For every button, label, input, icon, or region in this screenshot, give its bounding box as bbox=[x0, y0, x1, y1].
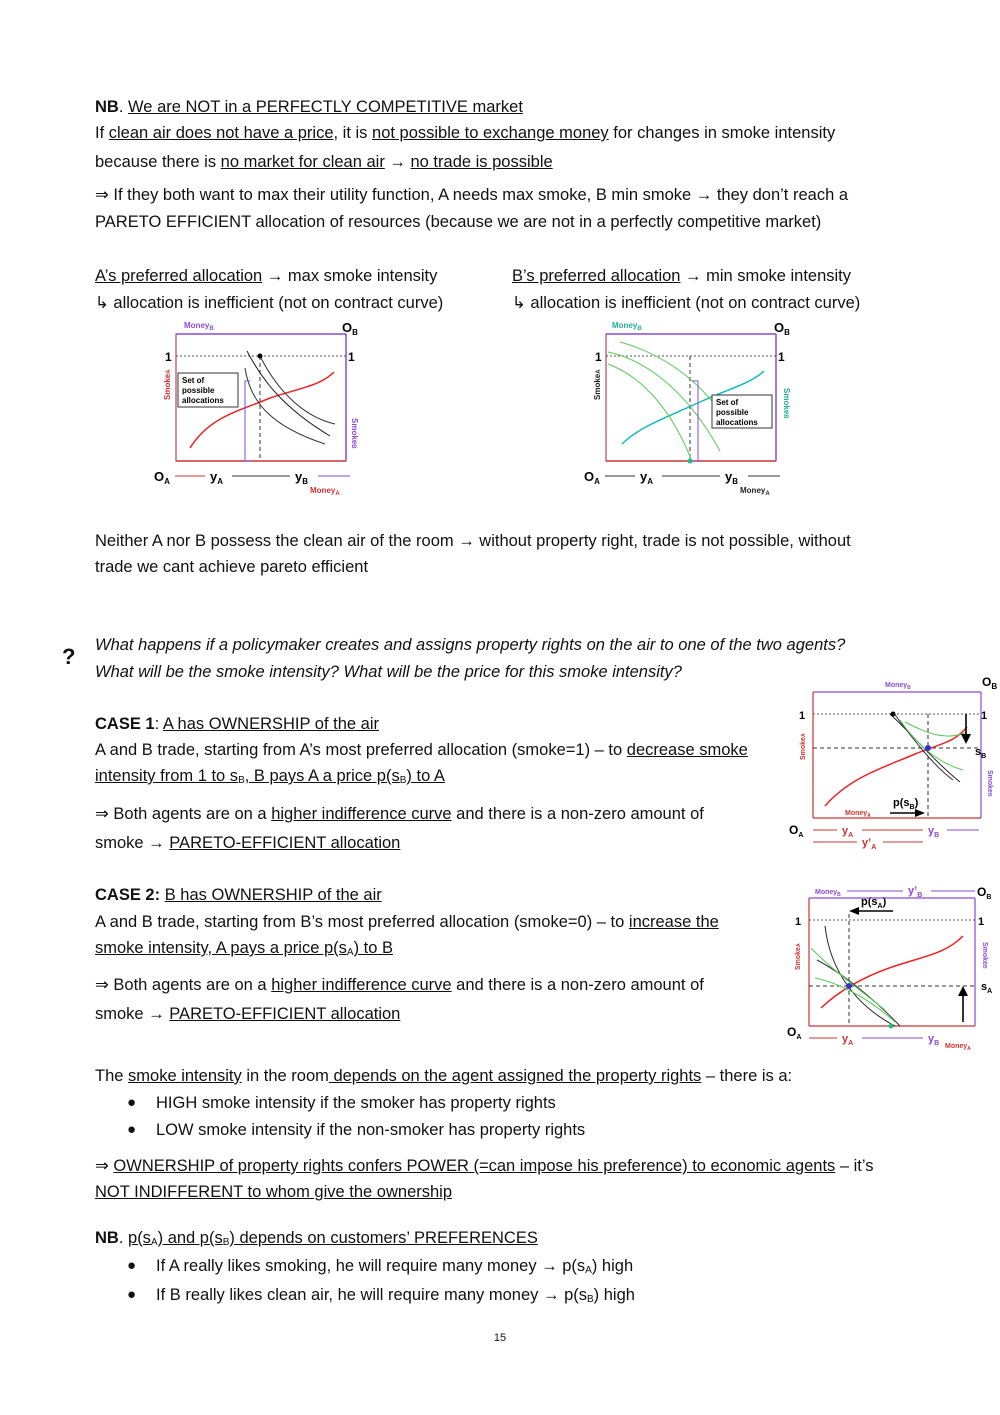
s-b-label: $s_B$ bbox=[975, 746, 987, 760]
money-a-label: Money$_A$ bbox=[310, 486, 340, 497]
a-preferred-point bbox=[258, 354, 263, 359]
origin-b-label: $O_B$ bbox=[977, 885, 992, 901]
y-b-label: $y_B$ bbox=[928, 825, 940, 839]
y-b-label: $y_B$ bbox=[725, 469, 739, 486]
bullet-icon: ● bbox=[127, 1257, 137, 1274]
smoke-b-label: SmokeB bbox=[981, 942, 988, 969]
origin-a-label: $O_A$ bbox=[584, 469, 600, 486]
equilibrium-point bbox=[925, 745, 931, 751]
price-label: $p(s_B)$ bbox=[893, 797, 919, 811]
y-a-label: $y_A$ bbox=[842, 1033, 854, 1047]
list-item: LOW smoke intensity if the non-smoker has property rights bbox=[156, 1121, 586, 1139]
bullet-icon: ● bbox=[127, 1121, 137, 1138]
case1-result: ⇒ Both agents are on a higher indifference curve and there is a non-zero amount of bbox=[95, 805, 704, 823]
origin-a-label: $O_A$ bbox=[787, 1025, 802, 1041]
list-item: If A really likes smoking, he will require many money → $p(s_A)$ high bbox=[156, 1257, 634, 1276]
y-prime-a-label: $y’_A$ bbox=[862, 837, 877, 851]
case2-text: smoke intensity, A pays a price $p(s_A)$ to B bbox=[95, 939, 394, 958]
col-a-note: ↳ allocation is inefficient (not on contract curve) bbox=[95, 294, 444, 312]
one-left: 1 bbox=[795, 916, 802, 928]
y-b-label: $y_B$ bbox=[295, 469, 309, 486]
case1-result: smoke → PARETO-EFFICIENT allocation bbox=[95, 834, 401, 852]
edgeworth-box-case2 bbox=[785, 880, 1000, 1055]
s-a-label: $s_A$ bbox=[981, 981, 993, 995]
y-a-label: $y_A$ bbox=[210, 469, 224, 486]
arrow-left-icon bbox=[849, 907, 859, 915]
paragraph-line: PARETO EFFICIENT allocation of resources (because we are not in a perfectly competitive market) bbox=[95, 213, 822, 231]
nb-heading: NB. We are NOT in a PERFECTLY COMPETITIVE market bbox=[95, 98, 523, 116]
smoke-b-label: SmokeB bbox=[782, 388, 791, 419]
page-number: 15 bbox=[493, 1332, 507, 1344]
case1-text: intensity from 1 to $s_B$, B pays A a price $p(s_B)$ to A bbox=[95, 767, 445, 786]
paragraph-line: ⇒ If they both want to max their utility function, A needs max smoke, B min smoke → they don’t reach a bbox=[95, 186, 849, 204]
smoke-a-label: SmokeA bbox=[795, 943, 802, 970]
box-text: possible bbox=[716, 408, 749, 417]
origin-b-label: $O_B$ bbox=[982, 675, 998, 691]
case2-text: A and B trade, starting from B’s most preferred allocation (smoke=0) – to increase the bbox=[95, 913, 719, 931]
edgeworth-box-case1 bbox=[785, 672, 1000, 852]
question-line: What happens if a policymaker creates and assigns property rights on the air to one of the two agents? bbox=[95, 636, 846, 654]
y-a-label: $y_A$ bbox=[640, 469, 654, 486]
y-a-label: $y_A$ bbox=[842, 825, 854, 839]
origin-b-label: $O_B$ bbox=[342, 320, 358, 337]
smoke-a-label: SmokeA bbox=[800, 733, 807, 760]
smoke-b-label: SmokeB bbox=[350, 418, 359, 449]
box-text: possible bbox=[182, 386, 215, 395]
col-b-note: ↳ allocation is inefficient (not on contract curve) bbox=[512, 294, 861, 312]
case2-result: ⇒ Both agents are on a higher indifference curve and there is a non-zero amount of bbox=[95, 976, 704, 994]
smoke-a-label: SmokeA bbox=[163, 369, 172, 400]
start-point bbox=[889, 1024, 894, 1029]
question-mark: ? bbox=[62, 644, 76, 669]
origin-b-label: $O_B$ bbox=[774, 320, 790, 337]
bullet-icon: ● bbox=[127, 1286, 137, 1303]
one-right: 1 bbox=[978, 916, 985, 928]
origin-a-label: $O_A$ bbox=[789, 823, 804, 839]
one-left: 1 bbox=[165, 350, 172, 364]
start-point bbox=[891, 712, 896, 717]
equilibrium-point bbox=[846, 983, 852, 989]
money-b-label: Money$_B$ bbox=[815, 889, 841, 898]
edgeworth-box-b-preferred bbox=[580, 316, 795, 498]
y-prime-b-label: $y’_B$ bbox=[908, 885, 923, 899]
arrow-up-icon bbox=[958, 986, 968, 996]
paragraph-line: because there is no market for clean air → no trade is possible bbox=[95, 153, 553, 171]
smoke-b-label: SmokeB bbox=[986, 770, 993, 797]
money-b-label: Money$_B$ bbox=[612, 321, 642, 332]
one-left: 1 bbox=[595, 350, 602, 364]
one-right: 1 bbox=[778, 350, 785, 364]
money-a-label: Money$_A$ bbox=[740, 486, 770, 497]
list-item: If B really likes clean air, he will require many money → $p(s_B)$ high bbox=[156, 1286, 635, 1305]
bullet-icon: ● bbox=[127, 1094, 137, 1111]
price-label: $p(s_A)$ bbox=[861, 896, 887, 910]
one-right: 1 bbox=[348, 350, 355, 364]
edgeworth-box-a-preferred bbox=[150, 316, 365, 498]
case2-heading: CASE 2: B has OWNERSHIP of the air bbox=[95, 886, 382, 904]
y-b-label: $y_B$ bbox=[928, 1033, 940, 1047]
money-a-label: Money$_A$ bbox=[945, 1043, 971, 1052]
paragraph-line: The smoke intensity in the room depends on the agent assigned the property rights – there is a: bbox=[95, 1067, 793, 1085]
origin-a-label: $O_A$ bbox=[154, 469, 170, 486]
case2-result: smoke → PARETO-EFFICIENT allocation bbox=[95, 1005, 401, 1023]
case1-text: A and B trade, starting from A’s most preferred allocation (smoke=1) – to decrease smoke bbox=[95, 741, 748, 759]
money-a-label: Money$_A$ bbox=[845, 810, 871, 819]
b-preferred-point bbox=[688, 459, 693, 464]
box-text: Set of bbox=[182, 376, 205, 385]
one-right: 1 bbox=[981, 710, 988, 722]
money-b-label: Money$_B$ bbox=[184, 321, 214, 332]
box-text: allocations bbox=[716, 418, 758, 427]
list-item: HIGH smoke intensity if the smoker has property rights bbox=[156, 1094, 556, 1112]
col-a-heading: A’s preferred allocation → max smoke intensity bbox=[95, 267, 438, 285]
money-b-label: Money$_B$ bbox=[885, 682, 911, 691]
paragraph-line: If clean air does not have a price, it is not possible to exchange money for changes in smoke intensity bbox=[95, 124, 836, 142]
paragraph-line: Neither A nor B possess the clean air of the room → without property right, trade is not possible, without bbox=[95, 532, 851, 550]
box-text: Set of bbox=[716, 398, 739, 407]
arrow-down-icon bbox=[961, 734, 971, 744]
one-left: 1 bbox=[799, 710, 806, 722]
box-text: allocations bbox=[182, 396, 224, 405]
col-b-heading: B’s preferred allocation → min smoke intensity bbox=[512, 267, 852, 285]
case1-heading: CASE 1: A has OWNERSHIP of the air bbox=[95, 715, 379, 733]
paragraph-line: ⇒ OWNERSHIP of property rights confers POWER (=can impose his preference) to economic agents – it’s bbox=[95, 1157, 874, 1175]
contract-curve bbox=[821, 936, 963, 1008]
arrow-right-icon bbox=[915, 809, 925, 817]
contract-curve bbox=[825, 727, 967, 806]
paragraph-line: NOT INDIFFERENT to whom give the ownership bbox=[95, 1183, 453, 1201]
question-line: What will be the smoke intensity? What will be the price for this smoke intensity? bbox=[95, 663, 682, 681]
paragraph-line: trade we cant achieve pareto efficient bbox=[95, 558, 369, 576]
smoke-a-label: SmokeA bbox=[593, 369, 602, 400]
nb-heading: NB. $p(s_A)$ and $p(s_B)$ depends on customers’ PREFERENCES bbox=[95, 1229, 538, 1248]
